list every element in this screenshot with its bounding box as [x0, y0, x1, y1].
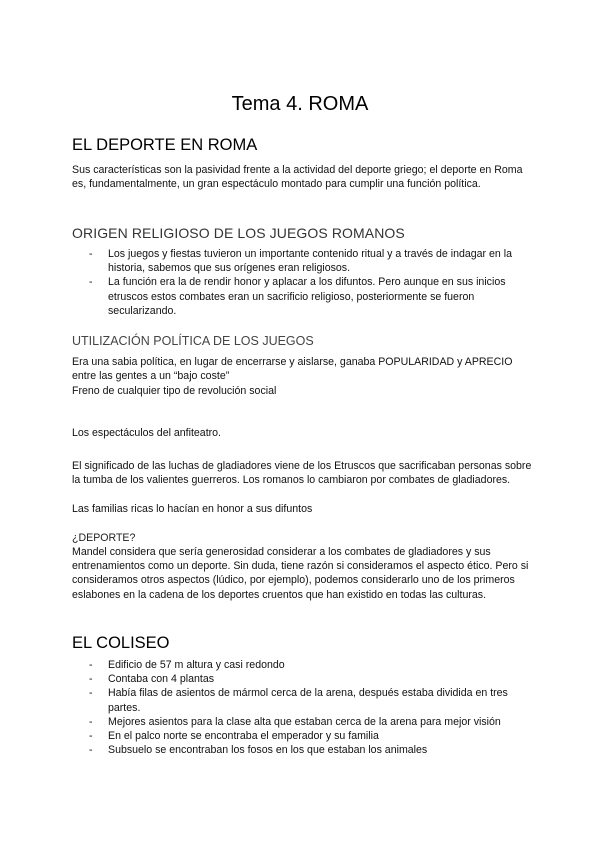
section-heading-coliseo: EL COLISEO: [72, 634, 170, 652]
paragraph-espectaculos: Los espectáculos del anfiteatro.: [72, 427, 221, 439]
paragraph-freno: Freno de cualquier tipo de revolución social: [72, 385, 277, 397]
list-item: - Contaba con 4 plantas: [72, 672, 532, 686]
list-origen-religioso: [72, 247, 532, 318]
list-item: - Los juegos y fiestas tuvieron un importante contenido ritual y a través de indagar en la historia, sabemos que sus orígenes eran religiosos.: [72, 247, 532, 275]
section-heading-deporte-question: ¿DEPORTE?: [72, 532, 136, 544]
list-item: - Edificio de 57 m altura y casi redondo: [72, 658, 532, 672]
section-heading-origen-religioso: ORIGEN RELIGIOSO DE LOS JUEGOS ROMANOS: [72, 225, 405, 241]
paragraph-politica: Era una sabia política, en lugar de encerrarse y aislarse, ganaba POPULARIDAD y APRECIO entre las gentes a un “bajo coste”: [72, 356, 513, 383]
list-item: - Subsuelo se encontraban los fosos en los que estaban los animales: [72, 743, 532, 757]
paragraph-familias: Las familias ricas lo hacían en honor a sus difuntos: [72, 503, 313, 515]
section-heading-deporte-en-roma: EL DEPORTE EN ROMA: [72, 136, 258, 154]
section-heading-utilizacion-politica: UTILIZACIÓN POLÍTICA DE LOS JUEGOS: [72, 334, 314, 348]
document-title: Tema 4. ROMA: [231, 93, 369, 115]
list-item: - En el palco norte se encontraba el emperador y su familia: [72, 729, 532, 743]
list-item: - Había filas de asientos de mármol cerca de la arena, después estaba dividida en tres partes.: [72, 686, 532, 714]
list-coliseo: [72, 658, 532, 757]
paragraph-intro: Sus características son la pasividad frente a la actividad del deporte griego; el deporte en Roma es, fundamentalmente, un gran espectáculo montado para cumplir una función política.: [72, 164, 523, 191]
paragraph-mandel: Mandel considera que sería generosidad considerar a los combates de gladiadores y sus entrenamientos como un deporte. Sin duda, tiene razón si consideramos el aspecto ético. Pero si consideramos otros aspectos (lúdico, por ejemplo), podemos considerarlo uno de los primeros eslabones en la cadena de los deportes cruentos que han existido en todas las culturas.: [72, 546, 529, 601]
list-item: - Mejores asientos para la clase alta que estaban cerca de la arena para mejor visión: [72, 715, 532, 729]
paragraph-gladiadores: El significado de las luchas de gladiadores viene de los Etruscos que sacrificaban personas sobre la tumba de los valientes guerreros. Los romanos lo cambiaron por combates de gladiadores.: [72, 460, 532, 487]
list-item: - La función era la de rendir honor y aplacar a los difuntos. Pero aunque en sus inicios etruscos estos combates eran un sacrificio religioso, posteriormente se fueron secularizando.: [72, 275, 532, 318]
